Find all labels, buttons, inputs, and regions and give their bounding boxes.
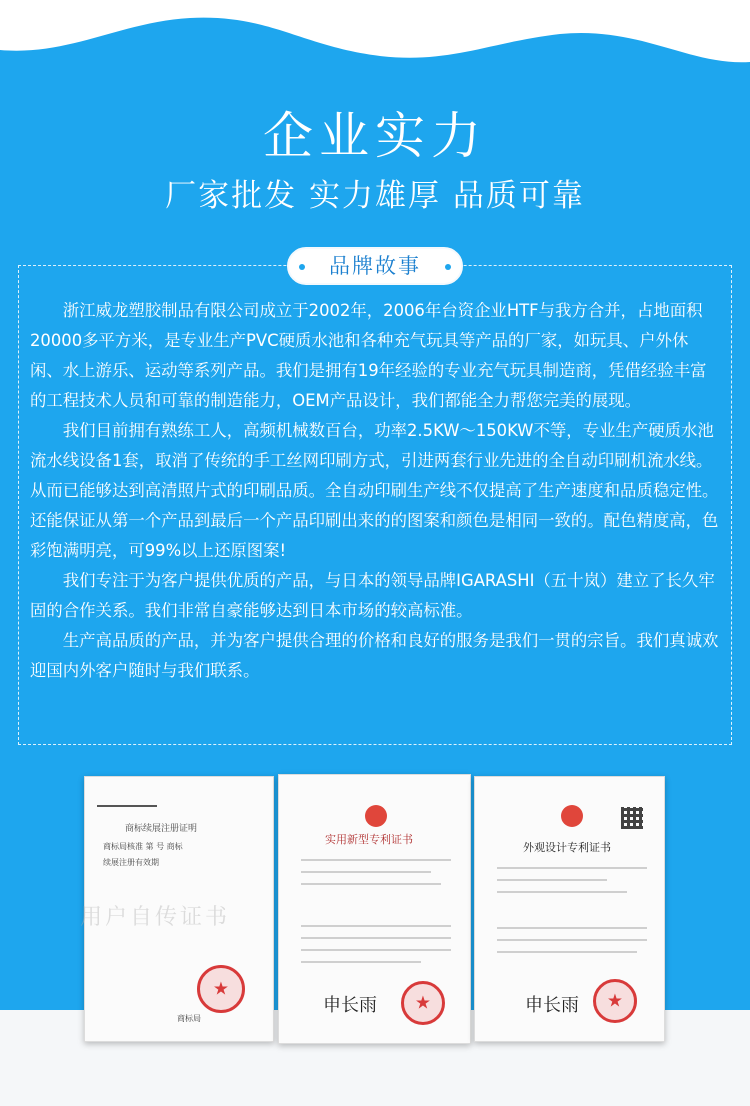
cert-title: 外观设计专利证书	[523, 841, 611, 854]
page-title: 企业实力	[263, 107, 487, 165]
official-seal	[401, 981, 445, 1025]
cert-line	[497, 867, 647, 869]
patent-emblem-icon	[365, 805, 387, 827]
story-paragraph: 我们目前拥有熟练工人，高频机械数百台，功率2.5KW～150KW不等，专业生产硬质水池流水线设备1套，取消了传统的手工丝网印刷方式，引进两套行业先进的全自动印刷机流水线。从而已能够达到高清照片式的印刷品质。全自动印刷生产线不仅提高了生产速度和品质稳定性。还能保证从第一个产品到最后一个产品印刷出来的的图案和颜色是相同一致的。配色精度高，色彩饱满明亮，可99%以上还原图案!	[30, 421, 719, 560]
seal-star-icon: ★	[414, 992, 432, 1014]
signature: 申长雨	[525, 995, 579, 1016]
watermark-text: 用户自传证书	[80, 905, 231, 930]
qr-code-icon	[621, 807, 643, 829]
design-patent-certificate	[474, 776, 665, 1042]
cert-line	[301, 883, 441, 885]
cert-issuer: 商标局	[177, 1014, 201, 1023]
official-seal	[593, 979, 637, 1023]
patent-emblem-icon	[561, 805, 583, 827]
story-paragraph: 生产高品质的产品，并为客户提供合理的价格和良好的服务是我们一贯的宗旨。我们真诚欢迎国内外客户随时与我们联系。	[30, 631, 719, 680]
seal-star-icon: ★	[212, 978, 230, 1000]
certificate-gallery	[0, 772, 750, 1052]
cert-line	[497, 891, 627, 893]
cert-line	[301, 937, 451, 939]
cert-header-bar	[97, 805, 157, 807]
cert-title: 实用新型专利证书	[325, 833, 413, 846]
cert-title: 商标续展注册证明	[125, 824, 198, 834]
cert-line	[497, 939, 647, 941]
seal-star-icon: ★	[606, 990, 624, 1012]
cert-line	[301, 961, 421, 963]
cert-line	[301, 871, 431, 873]
cert-line	[301, 949, 451, 951]
page-subtitle: 厂家批发 实力雄厚 品质可靠	[165, 178, 585, 214]
story-paragraph: 我们专注于为客户提供优质的产品，与日本的领导品牌IGARASHI（五十岚）建立了长久牢固的合作关系。我们非常自豪能够达到日本市场的较高标准。	[30, 571, 715, 620]
official-seal	[197, 965, 245, 1013]
cert-line	[497, 879, 607, 881]
top-wave-decoration	[0, 0, 750, 80]
cert-line: 商标局核准 第 号 商标	[103, 842, 183, 851]
story-paragraph: 浙江威龙塑胶制品有限公司成立于2002年，2006年台资企业HTF与我方合并，占地面积20000多平方米，是专业生产PVC硬质水池和各种充气玩具等产品的厂家，如玩具、户外休闲、水上游乐、运动等系列产品。我们是拥有19年经验的专业充气玩具制造商，凭借经验丰富的工程技术人员和可靠的制造能力，OEM产品设计，我们都能全力帮您完美的展现。	[30, 301, 707, 410]
cert-line	[497, 951, 637, 953]
brand-story-text	[30, 296, 720, 686]
cert-line	[497, 927, 647, 929]
brand-story-tag: 品牌故事	[287, 247, 463, 285]
cert-line: 续展注册有效期	[103, 858, 159, 867]
signature: 申长雨	[323, 995, 377, 1016]
cert-line	[301, 859, 451, 861]
